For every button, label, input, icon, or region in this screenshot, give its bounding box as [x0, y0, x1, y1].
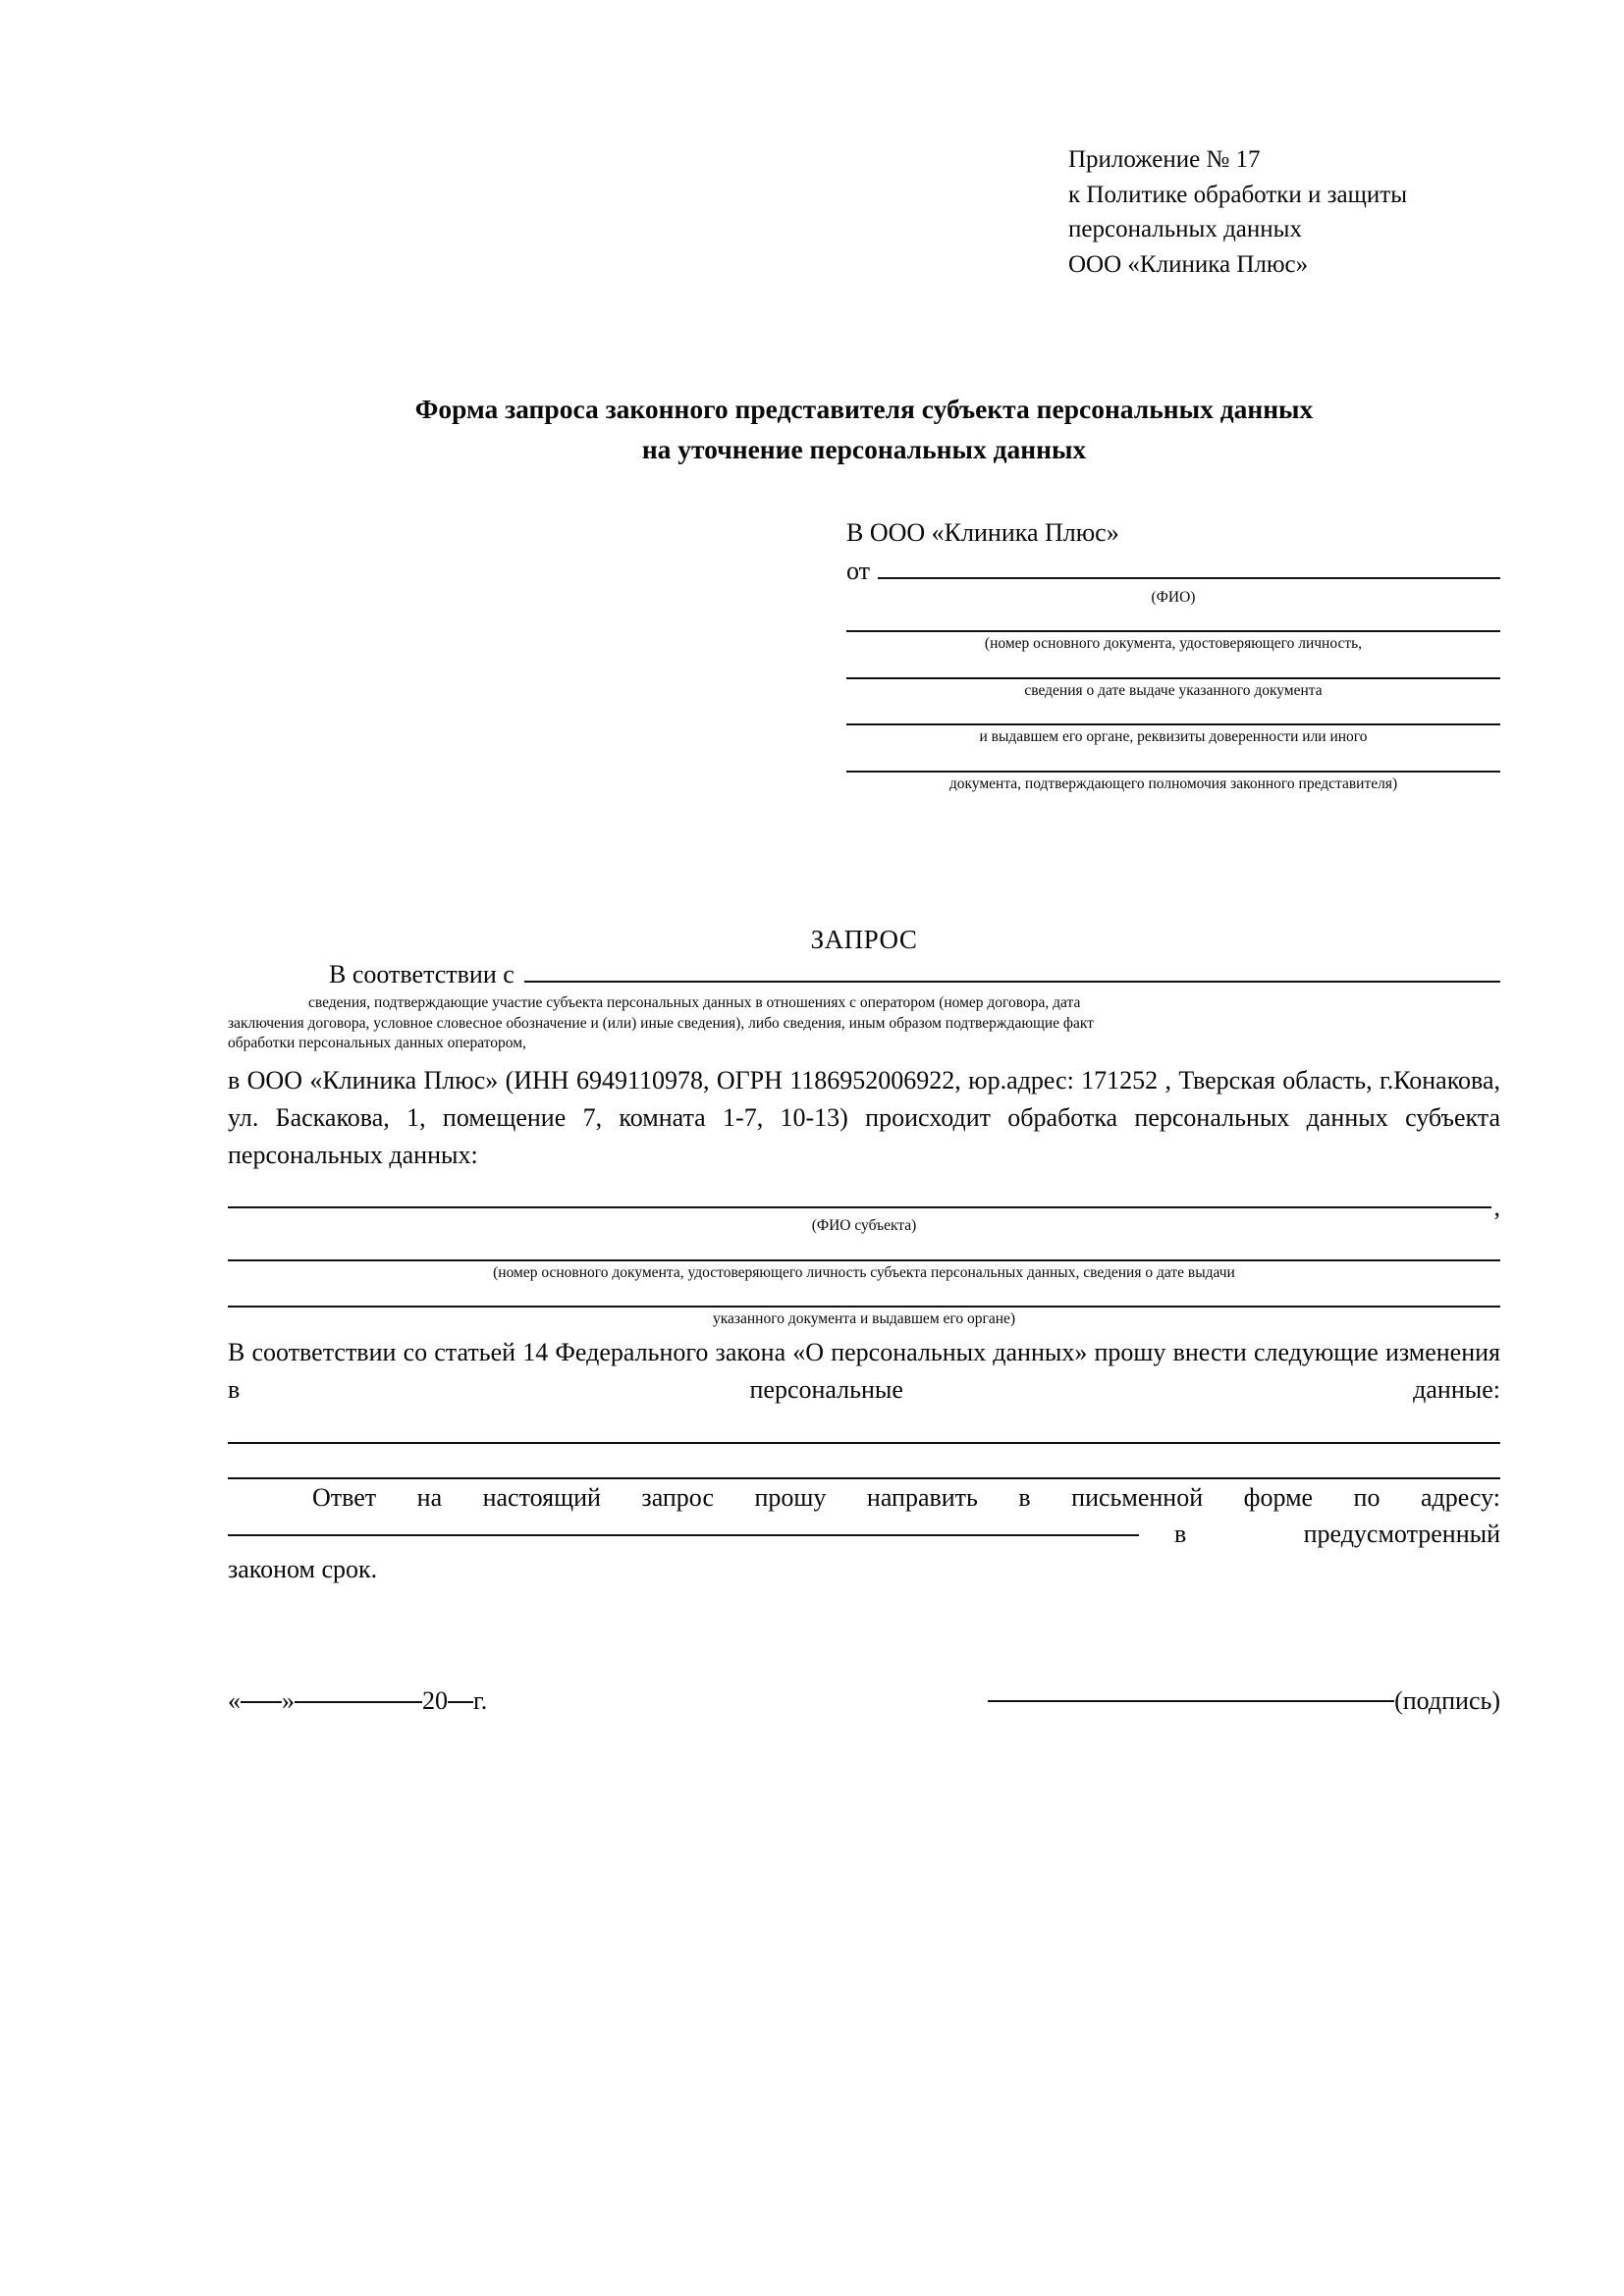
- request-heading: ЗАПРОС: [810, 925, 918, 954]
- legend-line-1: сведения, подтверждающие участие субъекта персональных данных в отношениях с оператором (номер договора, дата: [308, 994, 1081, 1011]
- request-legend: [228, 993, 1500, 1054]
- day-fill-line[interactable]: [241, 1701, 282, 1703]
- spacer: [846, 607, 1500, 630]
- spacer: [846, 700, 1500, 723]
- page-title: [228, 389, 1500, 470]
- subject-authority-caption: указанного документа и выдавшем его органе): [712, 1310, 1016, 1328]
- year-prefix: 20: [422, 1686, 448, 1715]
- spacer: [846, 654, 1500, 677]
- spacer: [846, 747, 1500, 771]
- quote-close: »: [282, 1686, 295, 1715]
- subject-fio-comma: ,: [1493, 1192, 1500, 1221]
- document-number-caption: (номер основного документа, удостоверяющего личность,: [984, 635, 1363, 653]
- spacer: [228, 1409, 1500, 1442]
- answer-address-fill-line[interactable]: [228, 1534, 1139, 1536]
- page-title-line-2: на уточнение персональных данных: [641, 434, 1087, 465]
- document-date-caption: сведения о дате выдаче указанного документа: [1024, 681, 1323, 699]
- operator-paragraph: в ООО «Клиника Плюс» (ИНН 6949110978, ОГРН 1186952006922, юр.адрес: 171252 , Тверская область, г.Конакова, ул. Баскакова, 1, помещение 7, комната 1-7, 10-13) происходит обработка персональных данных субъекта персональных данных:: [228, 1065, 1500, 1169]
- spacer: [228, 1174, 1500, 1200]
- answer-v-word: в: [1174, 1520, 1187, 1549]
- request-body: [228, 960, 1500, 1588]
- article-14-paragraph: В соответствии со статьей 14 Федерального закона «О персональных данных» прошу внести следующие изменения в персональные данные:: [228, 1338, 1500, 1405]
- from-label: от: [846, 557, 871, 586]
- subject-fio-fill-line[interactable]: [228, 1206, 1491, 1208]
- legend-line-2: заключения договора, условное словесное обозначение и (или) иные сведения), либо сведения, иным образом подтверждающие факт: [228, 1014, 1094, 1032]
- subject-fio-row: [228, 1192, 1500, 1221]
- from-fio-fill-line[interactable]: [878, 577, 1500, 579]
- answer-tail-line: законом срок.: [228, 1555, 378, 1584]
- answer-lead-paragraph: Ответ на настоящий запрос прошу направить в письменной форме по адресу:: [312, 1483, 1500, 1513]
- recipient-to-line: В ООО «Клиника Плюс»: [846, 518, 1119, 547]
- signature-fill-line[interactable]: [988, 1700, 1394, 1702]
- year-fill-line[interactable]: [448, 1701, 473, 1703]
- page-title-line-1: Форма запроса законного представителя субъекта персональных данных: [414, 394, 1314, 424]
- subject-fio-caption: (ФИО субъекта): [811, 1217, 917, 1235]
- date-field[interactable]: [228, 1686, 487, 1716]
- in-accordance-label: В соответствии с: [329, 960, 514, 988]
- signature-row: [228, 1686, 1500, 1716]
- year-suffix: г.: [473, 1686, 488, 1715]
- in-accordance-row: [228, 960, 1500, 989]
- header-line-personal-data: персональных данных: [1068, 216, 1302, 242]
- from-fio-caption: (ФИО): [1151, 589, 1196, 607]
- from-row: [846, 557, 1500, 586]
- answer-address-tail: [1139, 1520, 1500, 1549]
- answer-predusmotrennyj: предусмотренный: [1303, 1520, 1500, 1549]
- header-line-company: ООО «Клиника Плюс»: [1068, 250, 1309, 278]
- header-line-appendix: Приложение № 17: [1068, 146, 1261, 173]
- in-accordance-fill-line[interactable]: [524, 981, 1500, 983]
- spacer: [228, 1282, 1500, 1306]
- header-line-policy: к Политике обработки и защиты: [1068, 181, 1408, 208]
- month-fill-line[interactable]: [295, 1701, 422, 1703]
- recipient-block: [846, 515, 1500, 793]
- quote-open: «: [228, 1686, 241, 1715]
- document-header: [1068, 142, 1520, 282]
- spacer: [228, 1236, 1500, 1259]
- subject-document-caption: (номер основного документа, удостоверяющего личность субъекта персональных данных, сведения о дате выдачи: [493, 1263, 1235, 1281]
- answer-address-row: [228, 1520, 1500, 1549]
- issuing-authority-caption: и выдавшем его органе, реквизиты доверенности или иного: [979, 728, 1368, 746]
- signature-caption: (подпись): [1394, 1686, 1500, 1715]
- spacer: [228, 1444, 1500, 1477]
- legend-line-3: обработки персональных данных оператором,: [228, 1035, 526, 1052]
- authority-document-caption: документа, подтверждающего полномочия законного представителя): [948, 774, 1398, 792]
